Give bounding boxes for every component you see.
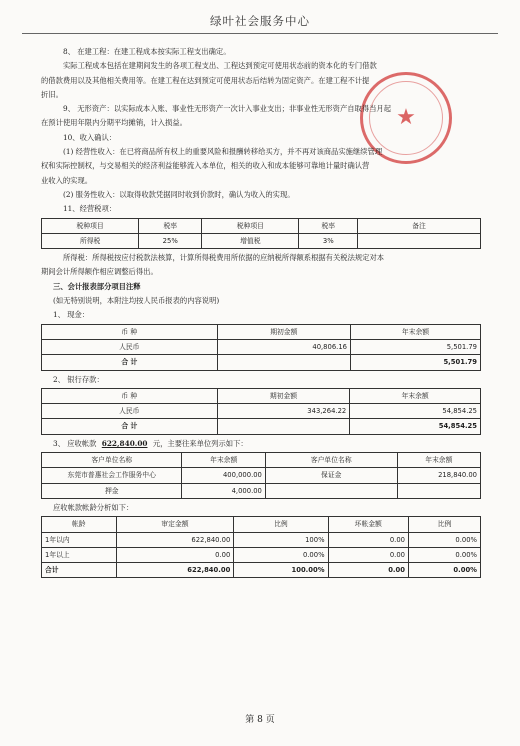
table-cell: 4,000.00 <box>182 483 265 498</box>
ar-title <box>41 437 481 451</box>
seal-star-icon: ★ <box>396 105 416 130</box>
table-row <box>42 532 481 547</box>
aging-table <box>41 516 481 578</box>
para-11: 11、经营税项： <box>63 204 117 214</box>
para-8: 8、 在建工程：在建工程成本按实际工程支出确定。 <box>63 47 231 56</box>
table-header-cell: 币 种 <box>42 388 218 403</box>
table-header-cell: 年末余额 <box>182 453 265 468</box>
para-10-1a: (1) 经营性收入：在已将商品所有权上的重要风险和报酬转移给买方，并不再对该商品实施继续管理 <box>63 147 383 157</box>
ar-title-suffix: 元，主要往来单位列示如下： <box>152 438 248 448</box>
table-header-cell: 年末余额 <box>397 453 480 468</box>
table-row <box>42 547 481 562</box>
ar-total-amount: 622,840.00 <box>101 438 148 448</box>
cash-title: 1、 现金： <box>53 310 90 320</box>
table-header-row <box>42 388 481 403</box>
table-cell <box>217 419 350 434</box>
table-cell: 622,840.00 <box>116 563 234 578</box>
table-header-cell: 币 种 <box>42 324 218 339</box>
table-header-cell: 税率 <box>139 218 202 233</box>
table-cell: 人民币 <box>42 339 218 354</box>
table-header-cell: 客户单位名称 <box>42 453 182 468</box>
table-cell: 1年以内 <box>42 532 117 547</box>
table-cell <box>217 355 350 370</box>
table-cell: 218,840.00 <box>397 468 480 483</box>
table-cell: 5,501.79 <box>350 339 480 354</box>
table-cell: 合 计 <box>42 355 218 370</box>
table-cell <box>358 233 481 248</box>
page-number: 第 8 页 <box>245 715 275 725</box>
table-header-cell: 备注 <box>358 218 481 233</box>
para-8b: 实际工程成本包括在建期间发生的各项工程支出、工程达到预定可使用状态前的资本化的专门借款 <box>63 61 377 71</box>
table-header-row <box>42 218 481 233</box>
table-row <box>42 404 481 419</box>
table-cell: 5,501.79 <box>350 355 480 370</box>
para-8d: 折旧。 <box>41 89 63 99</box>
table-header-row <box>42 517 481 532</box>
tax-table <box>41 218 481 250</box>
para-9a: 9、 无形资产：以实际成本入账、事业性无形资产一次计入事业支出；非事业性无形资产自取得当月起 <box>63 104 392 114</box>
cash-table <box>41 324 481 371</box>
document-body <box>41 45 481 580</box>
table-cell: 54,854.25 <box>350 419 481 434</box>
table-cell: 0.00% <box>234 547 328 562</box>
table-cell: 合计 <box>42 563 117 578</box>
table-total-row <box>42 419 481 434</box>
table-cell: 0.00 <box>328 563 408 578</box>
table-header-cell: 税种项目 <box>42 218 139 233</box>
table-header-cell: 客户单位名称 <box>265 453 397 468</box>
table-cell: 0.00% <box>408 563 480 578</box>
table-header-cell: 审定金额 <box>116 517 234 532</box>
table-header-cell: 比例 <box>408 517 480 532</box>
tax-note-b: 期间会计所得额作相应调整后得出。 <box>41 267 158 277</box>
table-cell: 0.00 <box>328 532 408 547</box>
table-cell: 0.00 <box>116 547 234 562</box>
table-header-cell: 比例 <box>234 517 328 532</box>
table-cell <box>397 483 480 498</box>
table-header-cell: 年末余额 <box>350 388 481 403</box>
table-total-row <box>42 563 481 578</box>
ar-title-prefix: 3、 应收帐款 <box>53 438 97 448</box>
table-cell: 东莞市普惠社会工作服务中心 <box>42 468 182 483</box>
table-cell: 343,264.22 <box>217 404 350 419</box>
header-divider <box>22 33 498 34</box>
table-total-row <box>42 355 481 370</box>
page-header-title: 绿叶社会服务中心 <box>210 14 310 28</box>
table-cell: 所得税 <box>42 233 139 248</box>
table-cell: 0.00% <box>408 532 480 547</box>
para-10: 10、收入确认： <box>63 132 117 142</box>
table-row <box>42 233 481 248</box>
table-cell: 保证金 <box>265 468 397 483</box>
table-cell: 1年以上 <box>42 547 117 562</box>
tax-note-a: 所得税：所得税按应付税款法核算，计算所得税费用所依据的应纳税所得额系根据有关税法规定对本 <box>63 253 385 263</box>
table-header-cell: 坏帐金额 <box>328 517 408 532</box>
table-cell: 40,806.16 <box>217 339 350 354</box>
section-3-title: 三、会计报表部分项目注释 <box>53 281 141 291</box>
table-row <box>42 468 481 483</box>
table-cell: 400,000.00 <box>182 468 265 483</box>
table-cell: 增值税 <box>202 233 299 248</box>
table-cell: 622,840.00 <box>116 532 234 547</box>
table-cell: 押金 <box>42 483 182 498</box>
ar-table <box>41 452 481 499</box>
section-3-note: (如无特别说明，本附注均按人民币报表的内容说明) <box>53 296 220 306</box>
table-cell: 25% <box>139 233 202 248</box>
table-cell: 人民币 <box>42 404 218 419</box>
table-cell: 合 计 <box>42 419 218 434</box>
table-cell: 0.00% <box>408 547 480 562</box>
table-cell: 100.00% <box>234 563 328 578</box>
table-cell: 54,854.25 <box>350 404 481 419</box>
table-header-row <box>42 453 481 468</box>
table-row <box>42 483 481 498</box>
table-cell <box>265 483 397 498</box>
table-cell: 3% <box>299 233 358 248</box>
para-10-1c: 业收入的实现。 <box>41 175 93 185</box>
table-header-cell: 税率 <box>299 218 358 233</box>
para-10-2: (2) 服务性收入：以取得收款凭据同时收到价款时，确认为收入的实现。 <box>63 189 295 199</box>
aging-title: 应收帐款帐龄分析如下： <box>53 502 134 512</box>
table-cell: 100% <box>234 532 328 547</box>
para-8c: 的借款费用以及其他相关费用等。在建工程在达到预定可使用状态后结转为固定资产。在建工程不计提 <box>41 75 370 85</box>
table-header-cell: 税种项目 <box>202 218 299 233</box>
table-header-row <box>42 324 481 339</box>
table-header-cell: 帐龄 <box>42 517 117 532</box>
table-row <box>42 339 481 354</box>
bank-table <box>41 388 481 435</box>
table-header-cell: 期初金额 <box>217 388 350 403</box>
table-header-cell: 期初金额 <box>217 324 350 339</box>
para-10-1b: 权和实际控制权，与交易相关的经济利益能够流入本单位，相关的收入和成本能够可靠地计量时确认营 <box>41 161 370 171</box>
table-cell: 0.00 <box>328 547 408 562</box>
table-header-cell: 年末余额 <box>350 324 480 339</box>
bank-title: 2、 银行存款： <box>53 374 104 384</box>
para-9b: 在预计使用年限内分期平均摊销，计入损益。 <box>41 118 187 128</box>
